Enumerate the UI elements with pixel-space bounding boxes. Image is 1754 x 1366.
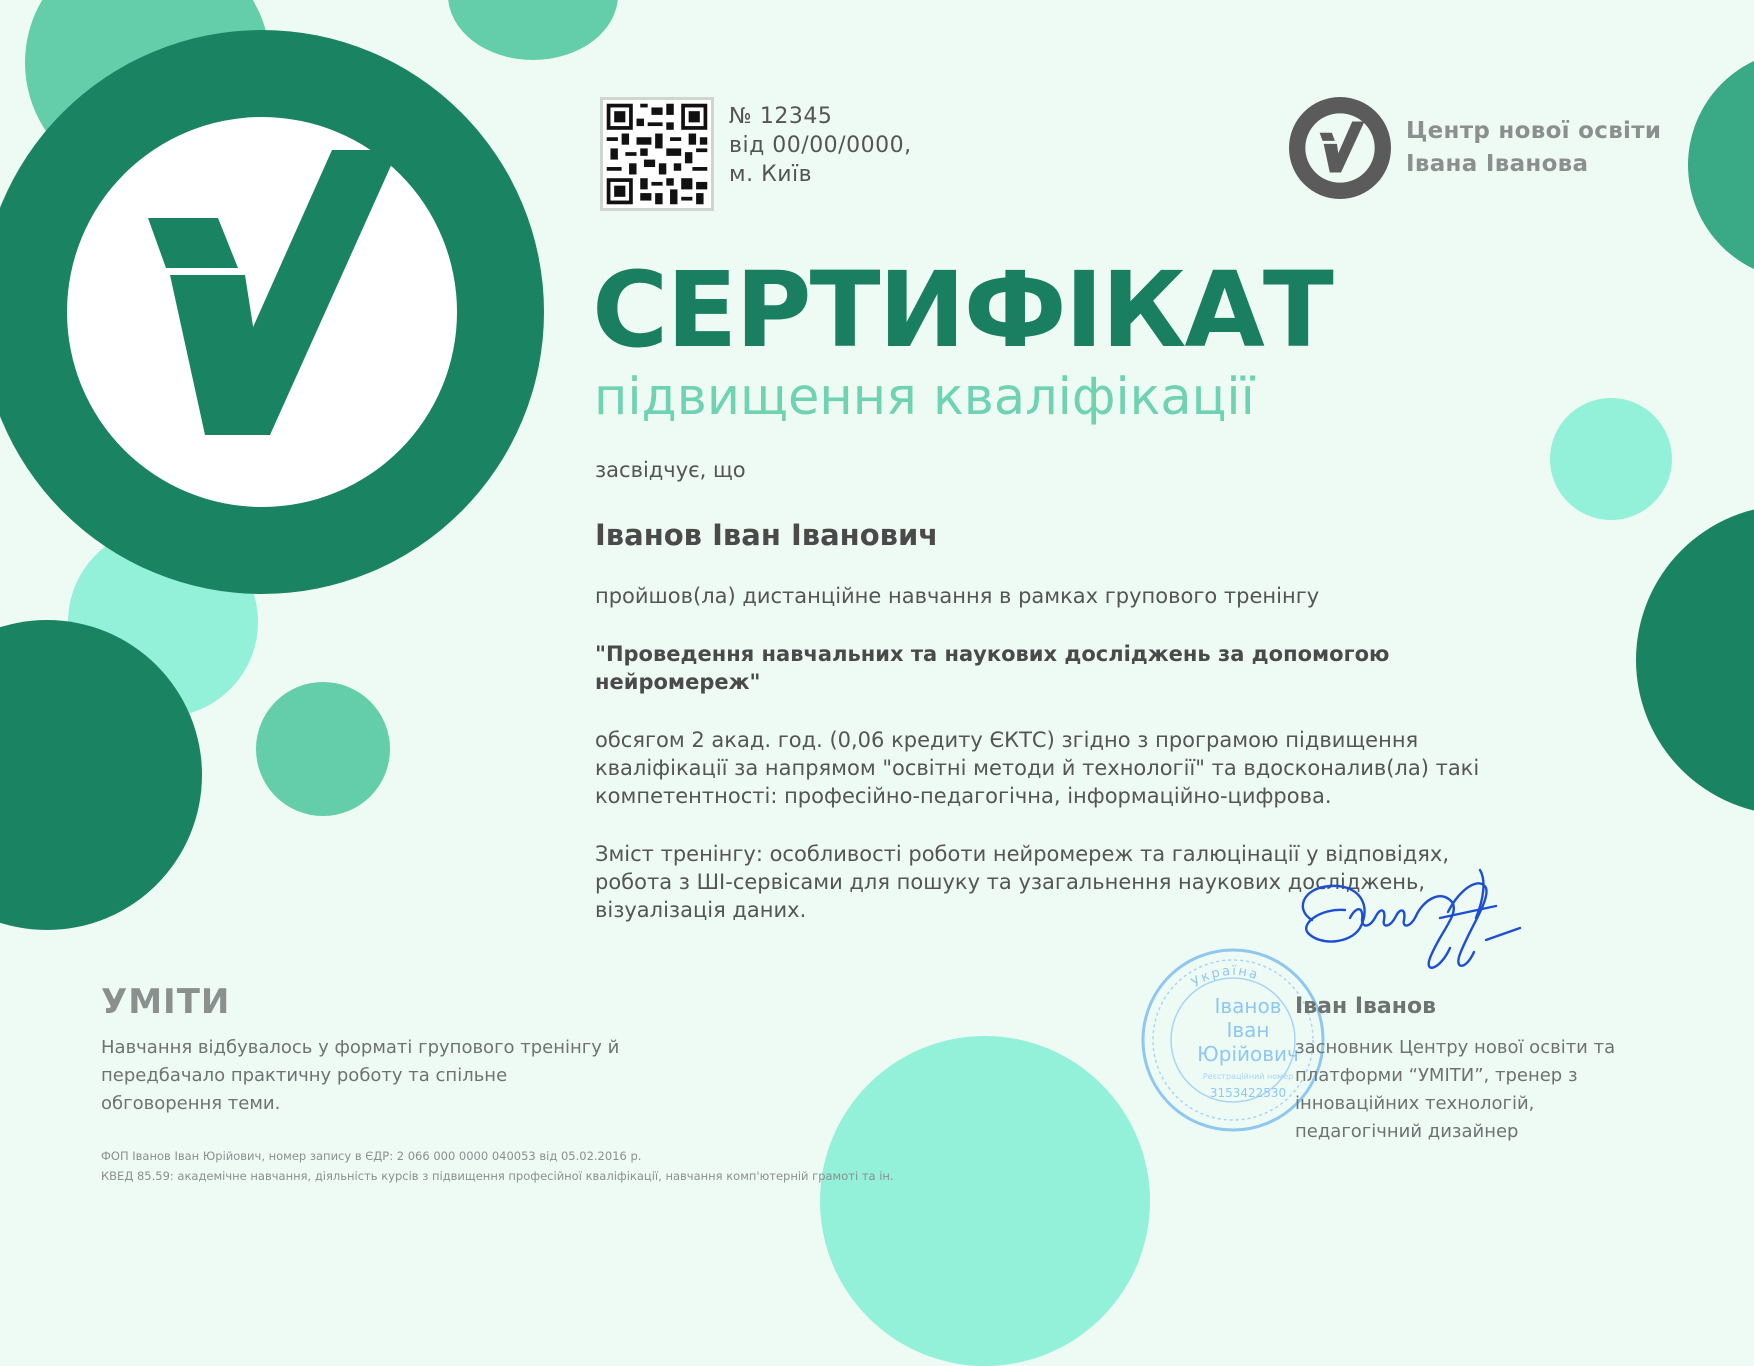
certificate-meta [729,102,912,189]
certificate-subtitle: підвищення кваліфікації [594,368,1255,427]
decor-circle [256,682,390,816]
certificate-city: м. Київ [729,162,813,187]
stamp-line2: Іван [1226,1018,1270,1042]
course-volume-text: обсягом 2 акад. год. (0,06 кредиту ЄКТС) згідно з програмою підвищення кваліфікації за напрямом "освітні методи й технології" та вдосконалив(ла) такі компетентності: професійно-педагогічна, інформаційно-цифрова. [595,728,1480,808]
stamp-line5: 3153422530 [1209,1086,1287,1100]
brand-name-line2: Івана Іванова [1406,151,1589,177]
legal-line-2: КВЕД 85.59: академічне навчання, діяльність курсів з підвищення професійної кваліфікації, навчання комп'ютерній грамоті та ін. [101,1169,894,1183]
qr-code-icon [603,100,711,208]
decor-circle [1688,50,1754,280]
signatory-name: Іван Іванов [1295,994,1437,1019]
decor-circle [820,1036,1150,1366]
course-content-text: Зміст тренінгу: особливості роботи нейромереж та галюцінації у відповідях, робота з ШІ-сервісами для пошуку та узагальнення наукових досліджень, візуалізація даних. [595,842,1449,922]
certificate-title: СЕРТИФІКАТ [592,249,1332,371]
signatory-role: засновник Центру нової освіти та платформи “УМІТИ”, тренер з інноваційних технологій, педагогічний дизайнер [1295,1037,1616,1142]
recipient-name: Іванов Іван Іванович [595,518,939,552]
brand-logo-icon [1289,97,1391,199]
large-logo-icon [0,30,545,595]
stamp-line1: Іванов [1214,994,1282,1018]
certificate-date: від 00/00/0000, [729,133,912,158]
completion-text: пройшов(ла) дистанційне навчання в рамках групового тренінгу [595,584,1320,608]
certifies-text: засвідчує, що [595,458,746,482]
qr-code [600,97,714,211]
svg-text:Україна [1189,964,1261,991]
decor-circle [1636,505,1754,815]
stamp-line3: Юрійович [1197,1042,1299,1066]
decor-circle [1550,398,1672,520]
legal-line-1: ФОП Іванов Іван Юрійович, номер запису в ЄДР: 2 066 000 0000 040053 від 05.02.2016 р. [101,1149,642,1163]
platform-name: УМІТИ [101,982,231,1022]
certificate-number: № 12345 [729,104,833,129]
stamp-top-text: Україна [1188,963,1262,991]
signature-icon [1290,858,1530,988]
course-title: "Проведення навчальних та наукових досліджень за допомогою нейромереж" [595,642,1390,694]
stamp-line4: Реєстраційний номер [1202,1072,1294,1081]
brand-name-line1: Центр нової освіти [1406,118,1662,144]
training-format-note: Навчання відбувалось у форматі групового тренінгу й передбачало практичну роботу та спільне обговорення теми. [101,1037,620,1114]
legal-info [101,1146,981,1186]
brand-name [1406,115,1661,181]
